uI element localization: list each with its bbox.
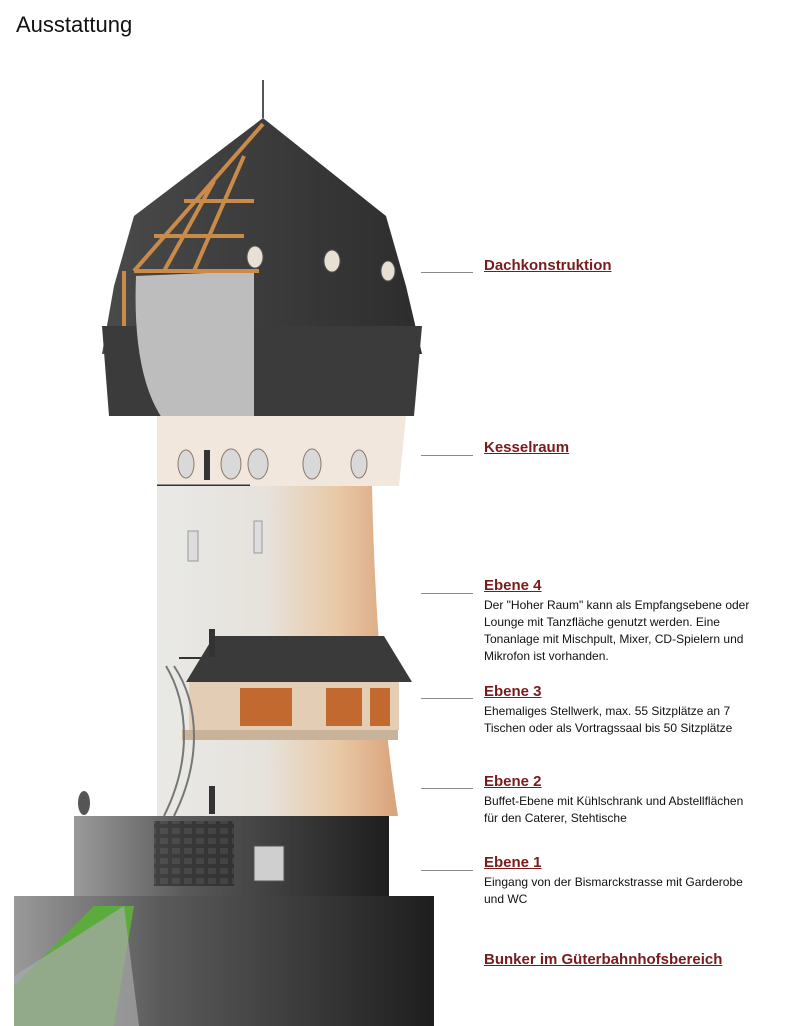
satellite-dish bbox=[78, 791, 90, 815]
section-link[interactable]: Ebene 3 bbox=[484, 683, 542, 700]
section-link[interactable]: Ebene 4 bbox=[484, 577, 542, 594]
base-door bbox=[254, 846, 284, 881]
section-ebene-2 bbox=[484, 773, 784, 827]
section-kesselraum bbox=[484, 439, 784, 457]
leader-line bbox=[421, 870, 473, 871]
base-grid bbox=[154, 821, 234, 886]
shaft-window bbox=[188, 531, 198, 561]
leader-line bbox=[421, 593, 473, 594]
section-ebene-3 bbox=[484, 683, 784, 737]
signal-box-roof bbox=[186, 636, 412, 682]
leader-line bbox=[421, 788, 473, 789]
page-title: Ausstattung bbox=[16, 12, 133, 37]
section-link[interactable]: Ebene 2 bbox=[484, 773, 542, 790]
section-bunker bbox=[484, 951, 784, 969]
shaft-window-2 bbox=[254, 521, 262, 553]
section-description: Eingang von der Bismarckstrasse mit Garderobe und WC bbox=[484, 875, 743, 906]
section-description: Der "Hoher Raum" kann als Empfangsebene oder Lounge mit Tanzfläche genutzt werden. Eine Tonanlage mit Mischpult, Mixer, CD-Spielern und Mikrofon ist vorhanden. bbox=[484, 598, 750, 663]
section-link[interactable]: Dachkonstruktion bbox=[484, 257, 612, 274]
roof-cutaway bbox=[136, 271, 254, 421]
tank-room bbox=[157, 416, 406, 486]
leader-line bbox=[421, 272, 473, 273]
signal-box bbox=[189, 682, 399, 730]
section-ebene-1 bbox=[484, 854, 784, 908]
water-tower-illustration bbox=[14, 76, 438, 1026]
section-ebene-4 bbox=[484, 577, 784, 665]
section-link[interactable]: Ebene 1 bbox=[484, 854, 542, 871]
section-description: Buffet-Ebene mit Kühlschrank und Abstellflächen für den Caterer, Stehtische bbox=[484, 794, 744, 825]
section-link[interactable]: Bunker im Güterbahnhofsbereich bbox=[484, 951, 723, 968]
section-link[interactable]: Kesselraum bbox=[484, 439, 570, 456]
leader-line bbox=[421, 698, 473, 699]
section-description: Ehemaliges Stellwerk, max. 55 Sitzplätze an 7 Tischen oder als Vortragssaal bis 50 Sitzplätze bbox=[484, 704, 733, 735]
section-dachkonstruktion bbox=[484, 257, 784, 275]
signal-box-ledge bbox=[182, 730, 398, 740]
leader-line bbox=[421, 455, 473, 456]
